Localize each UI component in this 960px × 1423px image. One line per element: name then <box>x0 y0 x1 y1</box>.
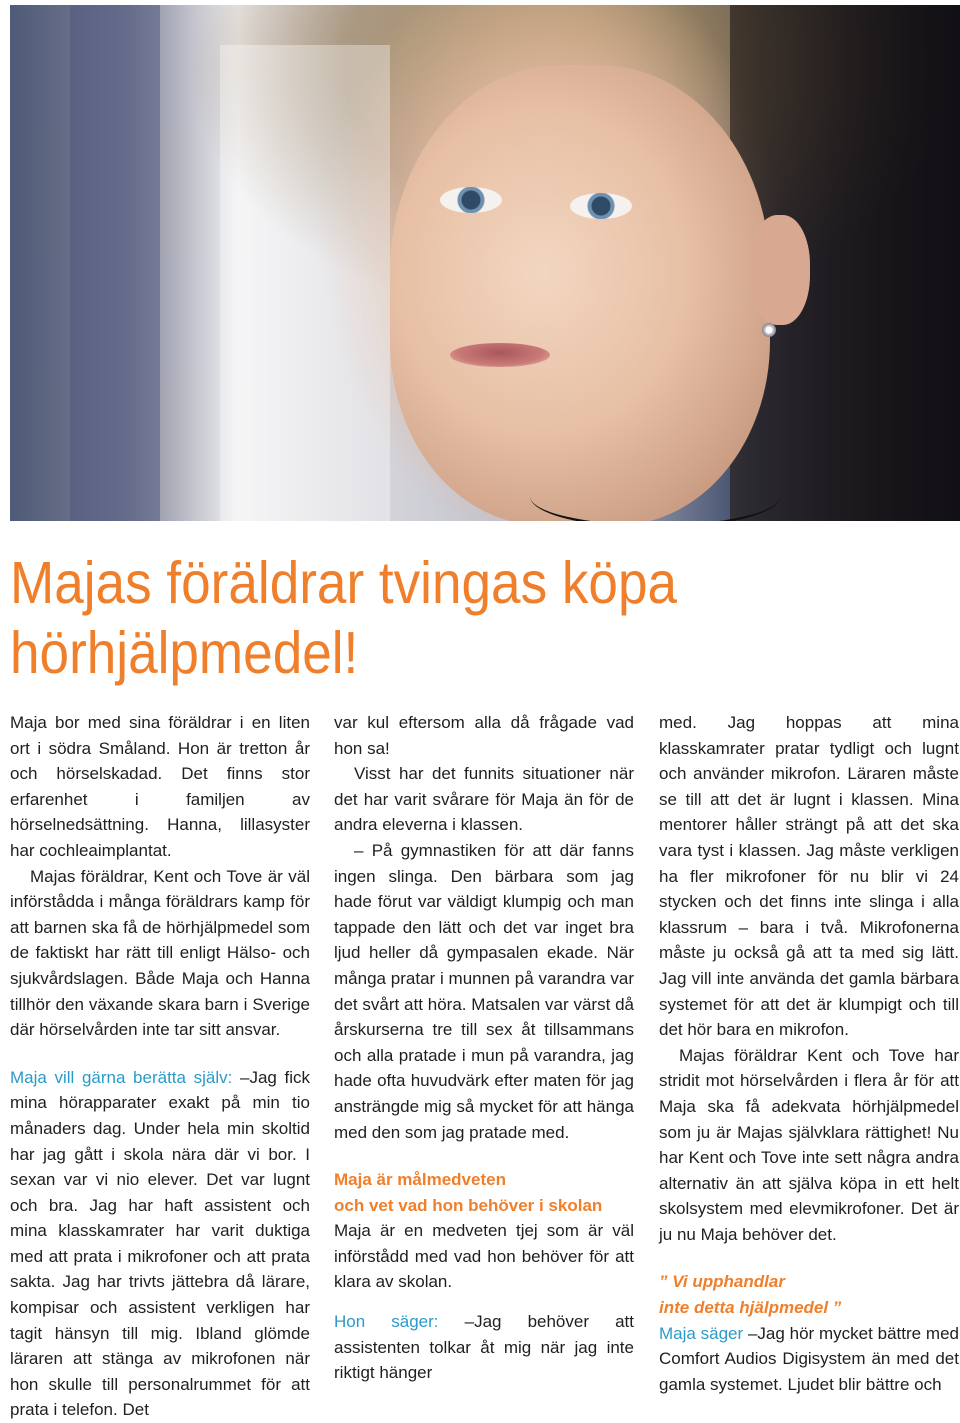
paragraph: Majas föräldrar Kent och Tove har stridit mot hörselvården i flera år för att Maja ska få adekvata hörhjälpmedel som ju är Majas självklara rättighet! Nu har Kent och Tove inte sett några andra alternativ än att själva köpa in ett helt skolsystem med elevmikrofoner. Det är ju nu Maja behöver det. <box>659 1045 959 1244</box>
lead-in: Maja vill gärna berätta själv: <box>10 1067 233 1087</box>
subheading-line: och vet vad hon behöver i skolan <box>334 1195 603 1215</box>
paragraph: med. Jag hoppas att mina klasskamrater pratar tydligt och lugnt och använder mikrofon. Läraren måste se till att det är lugnt i klassen. Mina mentorer håller strängt på att det ska vara tyst i klassen. Jag måste verkligen ha fler mikrofoner för nu blir vi 24 stycken och det finns inte slinga i alla klassrum – bara i två. Mikrofonerna måste ju också gå att ta med sig lätt. Jag vill inte använda det gamla bärbara systemet för att det är klumpigt och till det hör bara en mikrofon. <box>659 713 959 1040</box>
column-3 <box>659 710 959 1397</box>
earring-icon <box>762 323 776 337</box>
article-photo <box>10 5 960 521</box>
paragraph: Maja bor med sina föräldrar i en liten ort i södra Småland. Hon är tretton år och hörselskadad. Det finns stor erfarenhet i familjen av hörselnedsättning. Hanna, lillasyster har cochleaimplantat. <box>10 713 310 860</box>
subheading-line: Maja är målmedveten <box>334 1170 506 1190</box>
right-eye <box>570 193 632 219</box>
paragraph: var kul eftersom alla då frågade vad hon sa! <box>334 713 634 758</box>
paragraph: Maja är en medveten tjej som är väl införstådd med vad hon behöver för att klara av skolan. <box>334 1221 634 1292</box>
paragraph: Maja säger –Jag hör mycket bättre med Comfort Audios Digisystem än med det gamla systemet. Ljudet blir bättre och <box>659 1323 959 1394</box>
paragraph: Visst har det funnits situationer när det har varit svårare för Maja än för de andra eleverna i klassen. <box>334 764 634 835</box>
ear-with-hearing-aid <box>750 215 810 325</box>
paragraph: Majas föräldrar, Kent och Tove är väl införstådda i många föräldrars kamp för att barnen ska få de hörhjälpmedel som de faktiskt har rätt till enligt Hälso- och sjukvårdslagen. Både Maja och Hanna tillhör den växande skara barn i Sverige där hörselvården inte tar sitt ansvar. <box>10 866 310 1040</box>
left-eye <box>440 187 502 213</box>
necklace-cord <box>530 465 780 521</box>
column-2 <box>334 710 634 1386</box>
background-window-frame <box>70 5 160 521</box>
pull-quote-line: inte detta hjälpmedel ” <box>659 1298 842 1318</box>
lead-in: Hon säger: <box>334 1312 439 1332</box>
column-1 <box>10 710 310 1423</box>
paragraph: Maja vill gärna berätta själv: –Jag fick mina hörapparater exakt på min tio månaders dag. Under hela min skoltid har jag gått i skola nära där vi bor. I sexan var vi nio elever. Det var lugnt och bra. Jag har haft assistent och mina klasskamrater har varit duktiga med att prata i mikrofoner och att prata sakta. Jag har trivts jättebra då lärare, kompisar och assistent verkligen har tagit hänsyn till mig. Ibland glömde läraren att stänga av mikrofonen när hon skulle till personalrummet för att prata i telefon. Det <box>10 1067 310 1420</box>
paragraph: Hon säger: –Jag behöver att assistenten tolkar åt mig när jag inte riktigt hänger <box>334 1312 634 1383</box>
background-window-light <box>220 45 390 521</box>
article-title: Majas föräldrar tvingas köpa hörhjälpmedel! <box>10 550 678 686</box>
face <box>390 65 770 521</box>
lead-in: Maja säger <box>659 1323 744 1343</box>
mouth <box>450 343 550 367</box>
pull-quote-line: ” Vi upphandlar <box>659 1272 785 1292</box>
paragraph: – På gymnastiken för att där fanns ingen slinga. Den bärbara som jag hade förut var väldigt klumpig och man tappade den lätt och det var inget bra ljud heller då gympasalen ekade. När många pratar i munnen på varandra var det svårt att höra. Matsalen var värst då årskurserna tre till sex åt tillsammans och alla pratade i mun på varandra, jag hade ofta huvudvärk efter maten för jag ansträngde mig så mycket för att hänga med den som jag pratade med. <box>334 840 634 1142</box>
